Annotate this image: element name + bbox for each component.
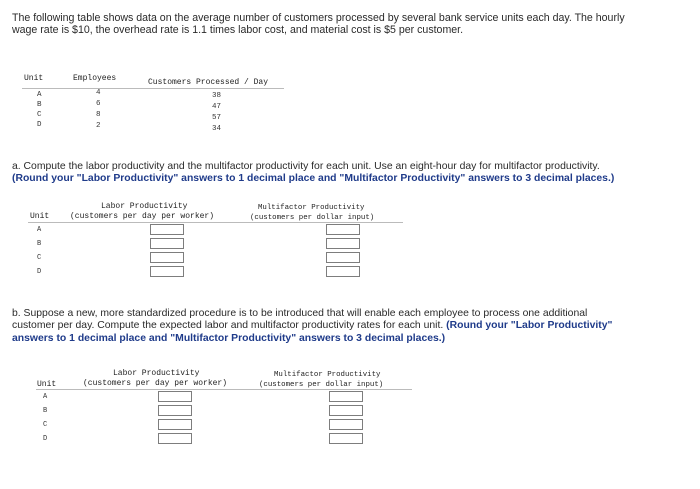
part-a-multifactor-input-c[interactable] bbox=[326, 252, 360, 263]
part-b-header-multi-1: Multifactor Productivity bbox=[274, 371, 381, 379]
table-row-d-customers: 34 bbox=[212, 125, 222, 133]
intro-text bbox=[12, 12, 625, 37]
part-b-unit-b: B bbox=[43, 407, 48, 415]
part-a-question bbox=[12, 161, 614, 186]
part-a-line-1: a. Compute the labor productivity and the multifactor productivity for each unit. Use an eight-hour day for multifactor productivity. bbox=[12, 161, 600, 172]
part-b-instructions: answers to 1 decimal place and "Multifactor Productivity" answers to 3 decimal places.) bbox=[12, 332, 446, 344]
part-a-multifactor-input-b[interactable] bbox=[326, 238, 360, 249]
part-a-header-unit: Unit bbox=[30, 212, 50, 221]
part-b-header-rule bbox=[36, 389, 412, 390]
table-row-b-customers: 47 bbox=[212, 103, 222, 111]
intro-line-2: wage rate is $10, the overhead rate is 1.1 times labor cost, and material cost is $5 per customer. bbox=[12, 24, 464, 37]
part-b-line-2-text: customer per day. Compute the expected labor and multifactor productivity rates for each unit. bbox=[12, 320, 444, 332]
part-a-labor-input-a[interactable] bbox=[150, 224, 184, 235]
table-row-c-customers: 57 bbox=[212, 114, 222, 122]
part-b-multifactor-input-d[interactable] bbox=[329, 433, 363, 444]
part-a-unit-b: B bbox=[37, 240, 42, 248]
table-row-b-employees: 6 bbox=[96, 100, 101, 108]
part-a-unit-d: D bbox=[37, 268, 42, 276]
table-row-c-unit: C bbox=[37, 111, 42, 119]
part-a-header-labor-2: (customers per day per worker) bbox=[70, 212, 215, 221]
part-b-instructions-start: (Round your "Labor Productivity" bbox=[443, 320, 613, 332]
table-row-a-customers: 38 bbox=[212, 92, 222, 100]
part-a-labor-input-d[interactable] bbox=[150, 266, 184, 277]
part-b-unit-d: D bbox=[43, 435, 48, 443]
table-row-c-employees: 8 bbox=[96, 111, 101, 119]
part-a-labor-input-c[interactable] bbox=[150, 252, 184, 263]
table-row-a-unit: A bbox=[37, 91, 42, 99]
part-b-multifactor-input-a[interactable] bbox=[329, 391, 363, 402]
part-b-multifactor-input-b[interactable] bbox=[329, 405, 363, 416]
part-b-labor-input-c[interactable] bbox=[158, 419, 192, 430]
header-customers: Customers Processed / Day bbox=[148, 78, 269, 87]
part-a-instructions: (Round your "Labor Productivity" answers to 1 decimal place and "Multifactor Productivity" answers to 3 decimal places.) bbox=[12, 173, 615, 185]
header-employees: Employees bbox=[73, 74, 117, 83]
part-b-line-2 bbox=[12, 320, 612, 332]
part-b-question bbox=[12, 308, 612, 345]
part-b-multifactor-input-c[interactable] bbox=[329, 419, 363, 430]
part-a-header-labor-1: Labor Productivity bbox=[101, 202, 188, 211]
part-a-labor-input-b[interactable] bbox=[150, 238, 184, 249]
table-row-b-unit: B bbox=[37, 101, 42, 109]
part-a-unit-c: C bbox=[37, 254, 42, 262]
table-header-rule bbox=[22, 88, 284, 89]
table-row-a-employees: 4 bbox=[96, 89, 101, 97]
part-b-header-labor-2: (customers per day per worker) bbox=[83, 379, 228, 388]
part-b-header-multi-2: (customers per dollar input) bbox=[259, 381, 384, 389]
part-a-multifactor-input-d[interactable] bbox=[326, 266, 360, 277]
part-a-multifactor-input-a[interactable] bbox=[326, 224, 360, 235]
table-row-d-employees: 2 bbox=[96, 122, 101, 130]
part-b-header-labor-1: Labor Productivity bbox=[113, 369, 200, 378]
table-row-d-unit: D bbox=[37, 121, 42, 129]
part-b-unit-c: C bbox=[43, 421, 48, 429]
part-a-header-multi-2: (customers per dollar input) bbox=[250, 214, 375, 222]
part-a-header-rule bbox=[28, 222, 403, 223]
part-b-labor-input-d[interactable] bbox=[158, 433, 192, 444]
intro-line-1: The following table shows data on the average number of customers processed by several bank service units each day. The hourly bbox=[12, 12, 625, 24]
header-unit: Unit bbox=[24, 74, 44, 83]
part-b-header-unit: Unit bbox=[37, 380, 57, 389]
part-b-line-1: b. Suppose a new, more standardized procedure is to be introduced that will enable each employee to process one additional bbox=[12, 308, 588, 319]
part-b-labor-input-a[interactable] bbox=[158, 391, 192, 402]
part-a-unit-a: A bbox=[37, 226, 42, 234]
part-a-header-multi-1: Multifactor Productivity bbox=[258, 204, 365, 212]
part-b-unit-a: A bbox=[43, 393, 48, 401]
part-b-labor-input-b[interactable] bbox=[158, 405, 192, 416]
